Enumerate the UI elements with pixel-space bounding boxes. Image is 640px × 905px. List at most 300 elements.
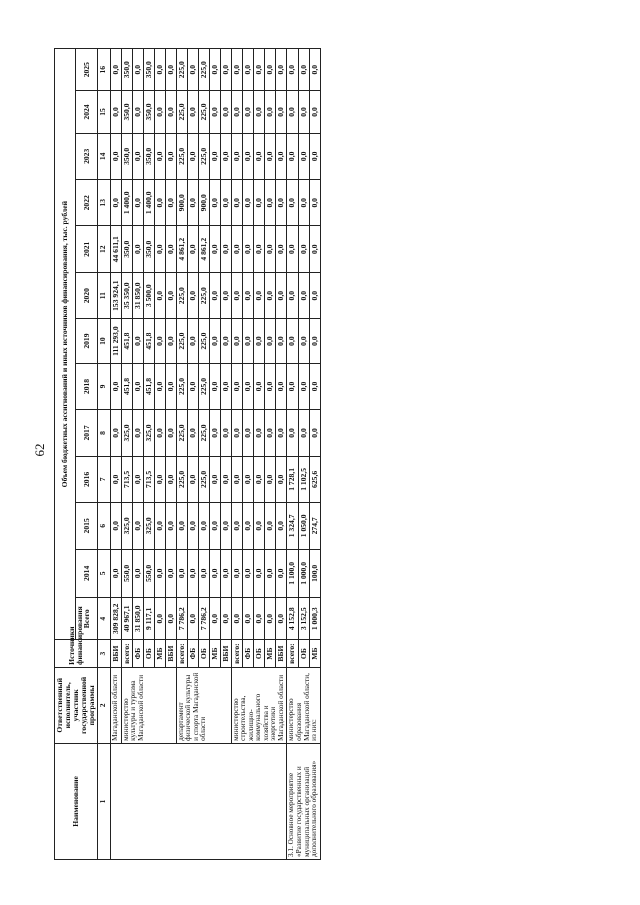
year-value-cell: 225,0 xyxy=(198,133,209,179)
year-value-cell: 0,0 xyxy=(309,133,320,179)
year-value-cell: 0,0 xyxy=(154,180,165,226)
year-value-cell: 225,0 xyxy=(198,456,209,502)
header-year: 2015 xyxy=(76,503,97,549)
year-value-cell: 0,0 xyxy=(220,549,231,598)
year-value-cell: 0,0 xyxy=(276,272,287,318)
year-value-cell: 550,0 xyxy=(143,549,154,598)
year-value-cell: 350,0 xyxy=(143,49,154,91)
column-index-cell: 15 xyxy=(97,91,110,133)
year-value-cell: 0,0 xyxy=(276,456,287,502)
column-index-cell: 8 xyxy=(97,410,110,456)
year-value-cell: 0,0 xyxy=(242,49,253,91)
year-value-cell: 350,0 xyxy=(121,133,132,179)
total-value-cell: 0,0 xyxy=(231,598,242,640)
executor-cell: министерство образования Магаданской области, из них: xyxy=(287,667,320,743)
funding-source-cell: всего: xyxy=(121,640,132,667)
year-value-cell: 0,0 xyxy=(265,410,276,456)
year-value-cell: 0,0 xyxy=(110,133,121,179)
funding-source-cell: всего: xyxy=(287,640,298,667)
year-value-cell: 900,0 xyxy=(176,180,187,226)
funding-source-cell: МБ xyxy=(209,640,220,667)
year-value-cell: 0,0 xyxy=(132,91,143,133)
year-value-cell: 713,5 xyxy=(121,456,132,502)
year-value-cell: 350,0 xyxy=(143,226,154,272)
year-value-cell: 0,0 xyxy=(242,456,253,502)
year-value-cell: 225,0 xyxy=(198,363,209,409)
column-index-row xyxy=(97,49,110,860)
year-value-cell: 0,0 xyxy=(253,49,264,91)
header-year: 2022 xyxy=(76,180,97,226)
year-value-cell: 0,0 xyxy=(298,410,309,456)
year-value-cell: 1 728,1 xyxy=(287,456,298,502)
year-value-cell: 0,0 xyxy=(242,319,253,363)
year-value-cell: 0,0 xyxy=(187,133,198,179)
column-index-cell: 5 xyxy=(97,549,110,598)
year-value-cell: 0,0 xyxy=(220,226,231,272)
year-value-cell: 0,0 xyxy=(187,49,198,91)
page-number: 62 xyxy=(32,443,47,457)
year-value-cell: 0,0 xyxy=(154,226,165,272)
year-value-cell: 0,0 xyxy=(276,363,287,409)
year-value-cell: 0,0 xyxy=(231,549,242,598)
year-value-cell: 0,0 xyxy=(132,456,143,502)
year-value-cell: 0,0 xyxy=(165,91,176,133)
year-value-cell: 0,0 xyxy=(220,133,231,179)
column-index-cell: 10 xyxy=(97,319,110,363)
year-value-cell: 0,0 xyxy=(231,133,242,179)
year-value-cell: 0,0 xyxy=(187,319,198,363)
table-row xyxy=(121,49,132,860)
year-value-cell: 0,0 xyxy=(198,549,209,598)
year-value-cell: 0,0 xyxy=(187,549,198,598)
year-value-cell: 0,0 xyxy=(276,180,287,226)
year-value-cell: 0,0 xyxy=(132,363,143,409)
year-value-cell: 0,0 xyxy=(253,319,264,363)
year-value-cell: 0,0 xyxy=(276,503,287,549)
year-value-cell: 0,0 xyxy=(165,49,176,91)
year-value-cell: 0,0 xyxy=(165,410,176,456)
year-value-cell: 0,0 xyxy=(298,226,309,272)
total-value-cell: 0,0 xyxy=(242,598,253,640)
measure-name-cell: 3.1. Основное мероприятие «Развитие государственных и муниципальных организаций дополнительного образования» xyxy=(287,743,320,859)
year-value-cell: 0,0 xyxy=(110,91,121,133)
year-value-cell: 0,0 xyxy=(209,180,220,226)
year-value-cell: 0,0 xyxy=(220,180,231,226)
year-value-cell: 0,0 xyxy=(242,549,253,598)
year-value-cell: 0,0 xyxy=(132,133,143,179)
executor-cell: департамент физической культуры и спорта Магаданской области xyxy=(176,667,231,743)
year-value-cell: 0,0 xyxy=(276,410,287,456)
measure-name-cell xyxy=(110,743,287,859)
year-value-cell: 225,0 xyxy=(176,49,187,91)
year-value-cell: 225,0 xyxy=(198,49,209,91)
year-value-cell: 0,0 xyxy=(187,91,198,133)
column-index-cell: 13 xyxy=(97,180,110,226)
year-value-cell: 0,0 xyxy=(220,456,231,502)
year-value-cell: 451,8 xyxy=(143,319,154,363)
year-value-cell: 0,0 xyxy=(253,133,264,179)
total-value-cell: 1 000,3 xyxy=(309,598,320,640)
year-value-cell: 0,0 xyxy=(165,272,176,318)
column-index-cell: 11 xyxy=(97,272,110,318)
year-value-cell: 0,0 xyxy=(231,363,242,409)
year-value-cell: 0,0 xyxy=(287,91,298,133)
year-value-cell: 0,0 xyxy=(154,363,165,409)
year-value-cell: 350,0 xyxy=(121,226,132,272)
year-value-cell: 550,0 xyxy=(121,549,132,598)
year-value-cell: 0,0 xyxy=(154,549,165,598)
year-value-cell: 4 861,2 xyxy=(176,226,187,272)
total-value-cell: 0,0 xyxy=(187,598,198,640)
column-index-cell: 14 xyxy=(97,133,110,179)
year-value-cell: 225,0 xyxy=(198,91,209,133)
year-value-cell: 0,0 xyxy=(231,226,242,272)
year-value-cell: 111 293,0 xyxy=(110,319,121,363)
funding-source-cell: всего: xyxy=(231,640,242,667)
column-index-cell: 1 xyxy=(97,743,110,859)
funding-source-cell: ФБ xyxy=(242,640,253,667)
funding-source-cell: МБ xyxy=(154,640,165,667)
year-value-cell: 0,0 xyxy=(209,410,220,456)
column-index-cell: 3 xyxy=(97,640,110,667)
header-executor: Ответственный исполнитель, участник государственной программы xyxy=(55,667,98,743)
header-source: Источники финансирования xyxy=(55,640,98,667)
year-value-cell: 0,0 xyxy=(209,456,220,502)
year-value-cell: 0,0 xyxy=(242,363,253,409)
year-value-cell: 0,0 xyxy=(253,549,264,598)
total-value-cell: 3 152,5 xyxy=(298,598,309,640)
executor-cell: Магаданской области xyxy=(110,667,121,743)
year-value-cell: 0,0 xyxy=(287,49,298,91)
funding-source-cell: МБ xyxy=(265,640,276,667)
year-value-cell: 0,0 xyxy=(220,91,231,133)
executor-cell: министерство культуры и туризма Магаданской области xyxy=(121,667,176,743)
year-value-cell: 0,0 xyxy=(242,503,253,549)
year-value-cell: 1 400,0 xyxy=(121,180,132,226)
executor-cell: министерство строительства, жилищно-коммунального хозяйства и энергетики Магаданской области xyxy=(231,667,287,743)
year-value-cell: 350,0 xyxy=(143,133,154,179)
year-value-cell: 0,0 xyxy=(154,319,165,363)
year-value-cell: 0,0 xyxy=(187,363,198,409)
year-value-cell: 0,0 xyxy=(253,91,264,133)
year-value-cell: 625,6 xyxy=(309,456,320,502)
year-value-cell: 0,0 xyxy=(132,503,143,549)
year-value-cell: 0,0 xyxy=(253,226,264,272)
year-value-cell: 0,0 xyxy=(209,49,220,91)
year-value-cell: 713,5 xyxy=(143,456,154,502)
total-value-cell: 0,0 xyxy=(154,598,165,640)
year-value-cell: 0,0 xyxy=(309,272,320,318)
year-value-cell: 0,0 xyxy=(209,133,220,179)
year-value-cell: 900,0 xyxy=(198,180,209,226)
year-value-cell: 0,0 xyxy=(165,319,176,363)
year-value-cell: 0,0 xyxy=(187,503,198,549)
year-value-cell: 0,0 xyxy=(298,133,309,179)
funding-source-cell: ФБ xyxy=(187,640,198,667)
year-value-cell: 325,0 xyxy=(121,410,132,456)
year-value-cell: 0,0 xyxy=(276,319,287,363)
column-index-cell: 6 xyxy=(97,503,110,549)
year-value-cell: 0,0 xyxy=(287,319,298,363)
column-index-cell: 2 xyxy=(97,667,110,743)
header-year: 2025 xyxy=(76,49,97,91)
year-value-cell: 0,0 xyxy=(198,503,209,549)
year-value-cell: 0,0 xyxy=(309,226,320,272)
year-value-cell: 0,0 xyxy=(287,133,298,179)
year-value-cell: 0,0 xyxy=(231,272,242,318)
year-value-cell: 0,0 xyxy=(265,91,276,133)
year-value-cell: 0,0 xyxy=(287,363,298,409)
year-value-cell: 0,0 xyxy=(276,49,287,91)
funding-source-cell: ФБ xyxy=(132,640,143,667)
column-index-cell: 7 xyxy=(97,456,110,502)
year-value-cell: 325,0 xyxy=(143,410,154,456)
year-value-cell: 0,0 xyxy=(265,133,276,179)
year-value-cell: 0,0 xyxy=(110,180,121,226)
column-index-cell: 12 xyxy=(97,226,110,272)
year-value-cell: 0,0 xyxy=(309,363,320,409)
year-value-cell: 0,0 xyxy=(187,180,198,226)
year-value-cell: 0,0 xyxy=(309,319,320,363)
column-index-cell: 4 xyxy=(97,598,110,640)
year-value-cell: 0,0 xyxy=(187,456,198,502)
table-row xyxy=(287,49,298,860)
year-value-cell: 0,0 xyxy=(187,226,198,272)
year-value-cell: 0,0 xyxy=(276,226,287,272)
year-value-cell: 0,0 xyxy=(309,91,320,133)
year-value-cell: 1 400,0 xyxy=(143,180,154,226)
year-value-cell: 0,0 xyxy=(298,363,309,409)
header-year: 2024 xyxy=(76,91,97,133)
year-value-cell: 0,0 xyxy=(165,133,176,179)
header-year: 2014 xyxy=(76,549,97,598)
year-value-cell: 0,0 xyxy=(220,49,231,91)
year-value-cell: 0,0 xyxy=(110,456,121,502)
year-value-cell: 0,0 xyxy=(265,503,276,549)
year-value-cell: 0,0 xyxy=(253,503,264,549)
year-value-cell: 0,0 xyxy=(209,91,220,133)
year-value-cell: 0,0 xyxy=(253,272,264,318)
year-value-cell: 0,0 xyxy=(231,456,242,502)
year-value-cell: 350,0 xyxy=(143,91,154,133)
year-value-cell: 0,0 xyxy=(176,503,187,549)
year-value-cell: 325,0 xyxy=(143,503,154,549)
column-index-cell: 9 xyxy=(97,363,110,409)
year-value-cell: 0,0 xyxy=(309,410,320,456)
year-value-cell: 0,0 xyxy=(242,180,253,226)
total-value-cell: 0,0 xyxy=(165,598,176,640)
year-value-cell: 0,0 xyxy=(265,226,276,272)
year-value-cell: 1 000,0 xyxy=(298,549,309,598)
year-value-cell: 1 050,0 xyxy=(298,503,309,549)
year-value-cell: 0,0 xyxy=(154,456,165,502)
year-value-cell: 0,0 xyxy=(265,49,276,91)
rotated-document-page xyxy=(32,32,594,870)
year-value-cell: 0,0 xyxy=(187,410,198,456)
year-value-cell: 0,0 xyxy=(110,410,121,456)
year-value-cell: 44 611,1 xyxy=(110,226,121,272)
year-value-cell: 0,0 xyxy=(298,49,309,91)
year-value-cell: 0,0 xyxy=(209,272,220,318)
year-value-cell: 0,0 xyxy=(209,503,220,549)
year-value-cell: 0,0 xyxy=(298,91,309,133)
table-row xyxy=(176,49,187,860)
table-row xyxy=(231,49,242,860)
year-value-cell: 0,0 xyxy=(220,503,231,549)
year-value-cell: 0,0 xyxy=(176,549,187,598)
year-value-cell: 0,0 xyxy=(253,363,264,409)
header-year: 2020 xyxy=(76,272,97,318)
year-value-cell: 0,0 xyxy=(276,133,287,179)
year-value-cell: 0,0 xyxy=(220,363,231,409)
total-value-cell: 9 117,1 xyxy=(143,598,154,640)
header-name: Наименование xyxy=(55,743,98,859)
year-value-cell: 0,0 xyxy=(276,91,287,133)
year-value-cell: 3 500,0 xyxy=(143,272,154,318)
year-value-cell: 35 350,0 xyxy=(121,272,132,318)
year-value-cell: 225,0 xyxy=(176,91,187,133)
column-index-cell: 16 xyxy=(97,49,110,91)
funding-source-cell: ВБИ xyxy=(165,640,176,667)
total-value-cell: 0,0 xyxy=(220,598,231,640)
year-value-cell: 0,0 xyxy=(165,503,176,549)
year-value-cell: 0,0 xyxy=(298,319,309,363)
year-value-cell: 0,0 xyxy=(265,363,276,409)
total-value-cell: 7 786,2 xyxy=(176,598,187,640)
year-value-cell: 0,0 xyxy=(287,226,298,272)
year-value-cell: 451,8 xyxy=(121,319,132,363)
year-value-cell: 0,0 xyxy=(154,91,165,133)
year-value-cell: 0,0 xyxy=(231,410,242,456)
year-value-cell: 0,0 xyxy=(209,549,220,598)
total-value-cell: 31 850,0 xyxy=(132,598,143,640)
year-value-cell: 0,0 xyxy=(242,226,253,272)
total-value-cell: 0,0 xyxy=(253,598,264,640)
year-value-cell: 225,0 xyxy=(176,272,187,318)
total-value-cell: 7 786,2 xyxy=(198,598,209,640)
year-value-cell: 100,0 xyxy=(309,549,320,598)
year-value-cell: 0,0 xyxy=(209,226,220,272)
year-value-cell: 31 850,0 xyxy=(132,272,143,318)
year-value-cell: 0,0 xyxy=(132,410,143,456)
total-value-cell: 40 967,1 xyxy=(121,598,132,640)
year-value-cell: 0,0 xyxy=(265,180,276,226)
year-value-cell: 0,0 xyxy=(110,549,121,598)
year-value-cell: 0,0 xyxy=(165,363,176,409)
header-year: 2018 xyxy=(76,363,97,409)
funding-source-cell: ОБ xyxy=(253,640,264,667)
total-value-cell: 4 152,8 xyxy=(287,598,298,640)
year-value-cell: 0,0 xyxy=(110,49,121,91)
year-value-cell: 1 102,5 xyxy=(298,456,309,502)
year-value-cell: 0,0 xyxy=(298,180,309,226)
year-value-cell: 0,0 xyxy=(231,319,242,363)
year-value-cell: 0,0 xyxy=(253,180,264,226)
total-value-cell: 309 828,2 xyxy=(110,598,121,640)
year-value-cell: 0,0 xyxy=(287,272,298,318)
funding-source-cell: ОБ xyxy=(198,640,209,667)
funding-source-cell: ОБ xyxy=(143,640,154,667)
year-value-cell: 225,0 xyxy=(198,272,209,318)
year-value-cell: 225,0 xyxy=(198,410,209,456)
year-value-cell: 0,0 xyxy=(231,49,242,91)
year-value-cell: 0,0 xyxy=(265,319,276,363)
year-value-cell: 0,0 xyxy=(110,363,121,409)
year-value-cell: 0,0 xyxy=(132,319,143,363)
year-value-cell: 0,0 xyxy=(253,456,264,502)
year-value-cell: 1 100,0 xyxy=(287,549,298,598)
year-value-cell: 0,0 xyxy=(154,272,165,318)
year-value-cell: 0,0 xyxy=(165,549,176,598)
year-value-cell: 0,0 xyxy=(220,319,231,363)
year-value-cell: 0,0 xyxy=(265,272,276,318)
year-value-cell: 0,0 xyxy=(132,549,143,598)
funding-source-cell: МБ xyxy=(309,640,320,667)
year-value-cell: 0,0 xyxy=(231,91,242,133)
year-value-cell: 0,0 xyxy=(132,226,143,272)
funding-source-cell: ВБИ xyxy=(220,640,231,667)
year-value-cell: 0,0 xyxy=(165,456,176,502)
year-value-cell: 451,8 xyxy=(121,363,132,409)
total-value-cell: 0,0 xyxy=(209,598,220,640)
year-value-cell: 4 861,2 xyxy=(198,226,209,272)
year-value-cell: 274,7 xyxy=(309,503,320,549)
header-funding-group: Объем бюджетных ассигнований и иных источников финансирования, тыс. рублей xyxy=(55,49,76,640)
year-value-cell: 0,0 xyxy=(220,410,231,456)
funding-source-cell: ВБИ xyxy=(110,640,121,667)
year-value-cell: 225,0 xyxy=(176,319,187,363)
year-value-cell: 153 924,1 xyxy=(110,272,121,318)
year-value-cell: 225,0 xyxy=(176,363,187,409)
year-value-cell: 0,0 xyxy=(154,410,165,456)
funding-source-cell: ВБИ xyxy=(276,640,287,667)
year-value-cell: 350,0 xyxy=(121,49,132,91)
year-value-cell: 0,0 xyxy=(165,226,176,272)
year-value-cell: 0,0 xyxy=(132,180,143,226)
year-value-cell: 0,0 xyxy=(209,319,220,363)
year-value-cell: 0,0 xyxy=(242,133,253,179)
year-value-cell: 0,0 xyxy=(209,363,220,409)
year-value-cell: 0,0 xyxy=(154,133,165,179)
total-value-cell: 0,0 xyxy=(276,598,287,640)
year-value-cell: 0,0 xyxy=(309,49,320,91)
year-value-cell: 0,0 xyxy=(165,180,176,226)
year-value-cell: 0,0 xyxy=(220,272,231,318)
year-value-cell: 0,0 xyxy=(276,549,287,598)
year-value-cell: 0,0 xyxy=(110,503,121,549)
year-value-cell: 325,0 xyxy=(121,503,132,549)
funding-source-cell: ОБ xyxy=(298,640,309,667)
year-value-cell: 0,0 xyxy=(154,503,165,549)
funding-source-cell: всего: xyxy=(176,640,187,667)
year-value-cell: 225,0 xyxy=(198,319,209,363)
year-value-cell: 0,0 xyxy=(132,49,143,91)
table-row xyxy=(110,49,121,860)
header-row-group xyxy=(55,49,76,860)
year-value-cell: 0,0 xyxy=(242,91,253,133)
year-value-cell: 350,0 xyxy=(121,91,132,133)
year-value-cell: 451,8 xyxy=(143,363,154,409)
year-value-cell: 0,0 xyxy=(309,180,320,226)
year-value-cell: 0,0 xyxy=(265,456,276,502)
header-year: 2017 xyxy=(76,410,97,456)
year-value-cell: 225,0 xyxy=(176,133,187,179)
year-value-cell: 0,0 xyxy=(287,180,298,226)
year-value-cell: 0,0 xyxy=(265,549,276,598)
total-value-cell: 0,0 xyxy=(265,598,276,640)
year-value-cell: 225,0 xyxy=(176,456,187,502)
header-total: Всего xyxy=(76,598,97,640)
